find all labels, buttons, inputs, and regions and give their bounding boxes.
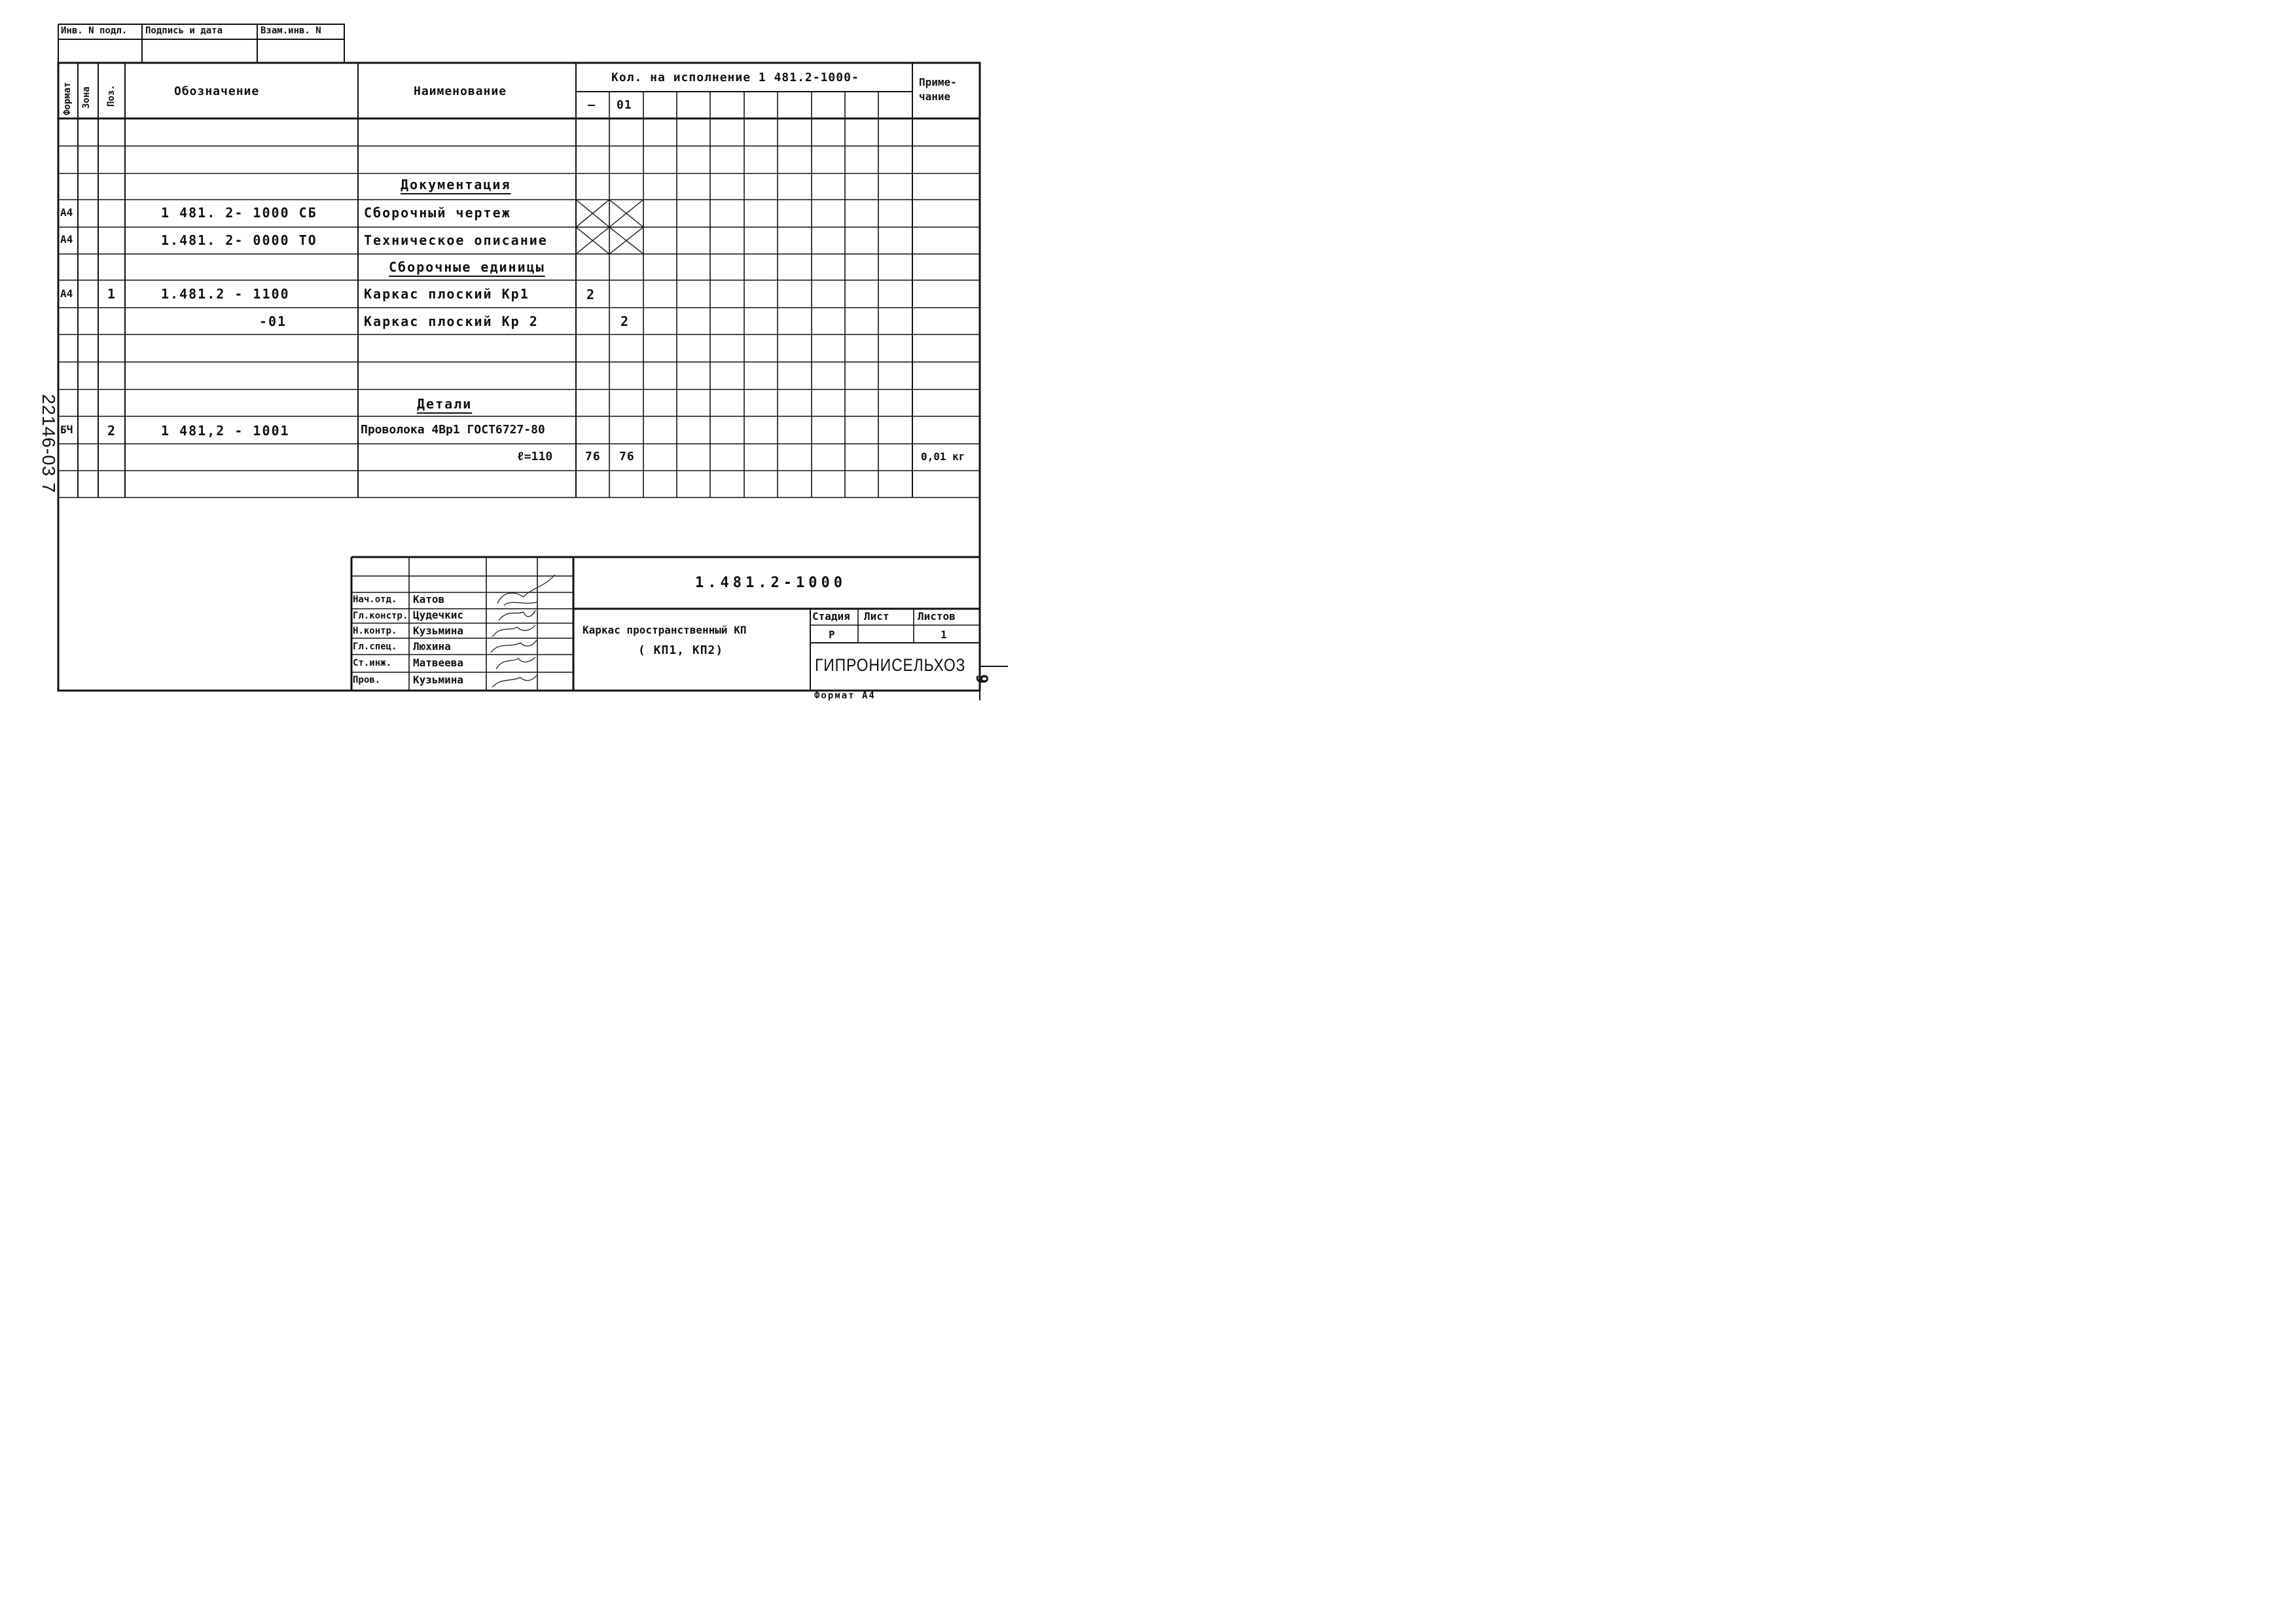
section-sborochnye-edinicy: Сборочные единицы xyxy=(389,259,545,275)
row-name: Проволока 4Вр1 ГОСТ6727-80 xyxy=(361,423,545,437)
staff-role: Нач.отд. xyxy=(353,594,397,605)
section-dokumentaciya: Документация xyxy=(401,177,511,192)
staff-name: Катов xyxy=(413,593,445,605)
staff-name: Кузьмина xyxy=(413,674,464,686)
staff-name: Цудечкис xyxy=(413,609,464,621)
doc-title-line2: ( КП1, КП2) xyxy=(638,643,724,657)
row-oboznachenie: 1.481.2 - 1100 xyxy=(161,286,290,302)
listov-label: Листов xyxy=(918,610,956,623)
staff-role: Пров. xyxy=(353,675,381,685)
row-oboznachenie: 1.481. 2- 0000 ТО xyxy=(161,232,317,248)
row-poz: 1 xyxy=(107,286,117,302)
format-note: Формат А4 xyxy=(814,691,876,701)
staff-role: Ст.инж. xyxy=(353,658,392,668)
row-qty-base: 76 xyxy=(585,450,601,463)
list-label: Лист xyxy=(864,610,889,623)
stadia-value: Р xyxy=(829,628,835,641)
drawing-sheet xyxy=(0,0,1021,722)
row-note: 0,01 кг xyxy=(921,450,965,463)
row-length: ℓ=110 xyxy=(517,450,553,463)
stadia-label: Стадия xyxy=(812,610,850,623)
stamp-vzam-inv: Взам.инв. N xyxy=(260,26,321,36)
row-qty-base: 2 xyxy=(586,287,596,302)
organization-name: ГИПРОНИСЕЛЬХОЗ xyxy=(815,655,966,675)
doc-number: 1.481.2-1000 xyxy=(695,575,846,591)
row-format: А4 xyxy=(60,287,73,300)
row-name: Сборочный чертеж xyxy=(364,205,511,221)
header-primechanie-1: Приме- xyxy=(919,76,957,88)
header-col-dash: — xyxy=(588,98,596,112)
header-kol-title: Кол. на исполнение 1 481.2-1000- xyxy=(611,71,859,84)
row-format: А4 xyxy=(60,206,73,219)
sheet-number: 9 xyxy=(973,674,991,684)
row-oboznachenie: -01 xyxy=(259,314,287,329)
row-format: А4 xyxy=(60,233,73,245)
stamp-podpis-data: Подпись и дата xyxy=(145,26,223,36)
signature-scribbles xyxy=(491,575,555,687)
staff-name: Матвеева xyxy=(413,657,464,669)
row-oboznachenie: 1 481. 2- 1000 СБ xyxy=(161,205,317,221)
row-poz: 2 xyxy=(107,423,117,439)
header-format: Формат xyxy=(62,82,73,115)
header-poz: Поз. xyxy=(106,84,117,107)
row-qty-01: 76 xyxy=(619,450,635,463)
listov-value: 1 xyxy=(941,628,947,641)
staff-name: Кузьмина xyxy=(413,624,464,637)
staff-role: Гл.спец. xyxy=(353,641,397,652)
section-detali: Детали xyxy=(417,396,473,412)
row-qty-01: 2 xyxy=(620,314,630,329)
header-oboznachenie: Обозначение xyxy=(174,84,260,98)
header-col-01: 01 xyxy=(617,98,632,112)
staff-name: Люхина xyxy=(413,640,451,653)
stamp-inv-podl: Инв. N подл. xyxy=(61,26,128,36)
header-zona: Зона xyxy=(81,86,92,109)
doc-title-line1: Каркас пространственный КП xyxy=(583,624,747,636)
row-name: Каркас плоский Кр 2 xyxy=(364,314,539,329)
header-primechanie-2: чание xyxy=(919,90,951,103)
row-name: Техническое описание xyxy=(364,232,548,248)
row-name: Каркас плоский Кр1 xyxy=(364,286,529,302)
row-oboznachenie: 1 481,2 - 1001 xyxy=(161,423,290,439)
header-naimenovanie: Наименование xyxy=(414,84,507,98)
staff-role: Н.контр. xyxy=(353,626,397,636)
side-archive-number: 22146-03 7 xyxy=(39,394,59,494)
row-format: БЧ xyxy=(60,424,73,436)
staff-role: Гл.констр. xyxy=(353,611,408,621)
